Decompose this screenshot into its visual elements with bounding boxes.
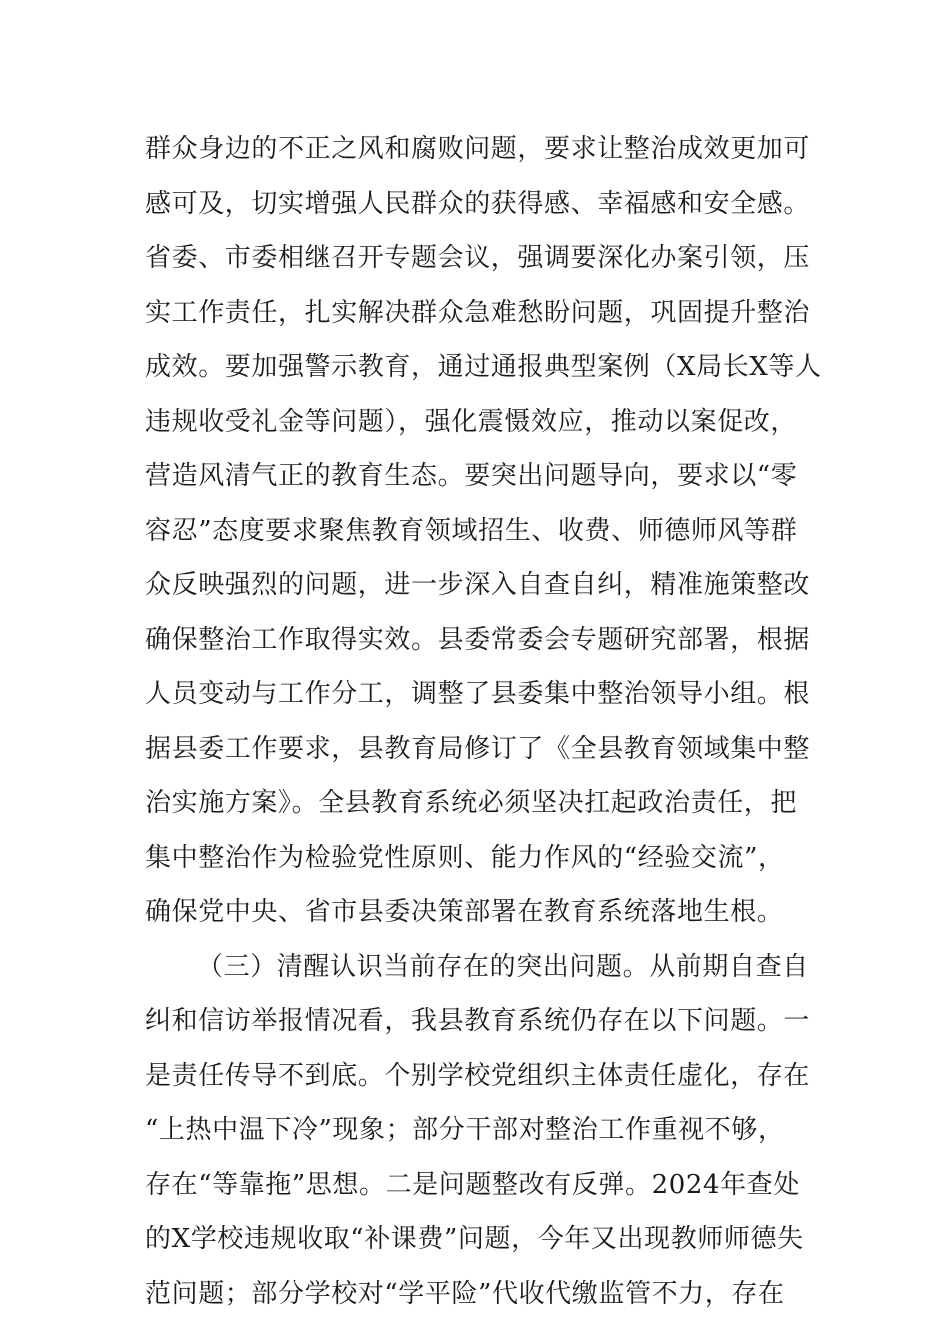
text-line: 成效。要加强警示教育，通过通报典型案例（X局长X等人	[145, 352, 822, 382]
text-line: “上热中温下冷”现象；部分干部对整治工作重视不够，	[145, 1115, 785, 1145]
section-heading-line: （三）清醒认识当前存在的突出问题。从前期自查自	[197, 951, 809, 982]
text-line: 群众身边的不正之风和腐败问题，要求让整治成效更加可	[145, 134, 811, 164]
text-line: 存在“等靠拖”思想。二是问题整改有反弹。2024年查处	[145, 1169, 800, 1200]
text-line: 实工作责任，扎实解决群众急难愁盼问题，巩固提升整治	[145, 297, 811, 328]
text-line: 据县委工作要求，县教育局修订了《全县教育领域集中整	[145, 733, 811, 764]
text-line: 确保整治工作取得实效。县委常委会专题研究部署，根据	[145, 624, 811, 655]
text-line: 众反映强烈的问题，进一步深入自查自纠，精准施策整改	[145, 570, 811, 600]
text-line: 人员变动与工作分工，调整了县委集中整治领导小组。根	[145, 679, 811, 709]
text-line: 纠和信访举报情况看，我县教育系统仍存在以下问题。一	[145, 1006, 811, 1036]
text-line: 是责任传导不到底。个别学校党组织主体责任虚化，存在	[145, 1060, 811, 1091]
text-line: 营造风清气正的教育生态。要突出问题导向，要求以“零	[145, 461, 798, 491]
text-line: 容忍”态度要求聚焦教育领域招生、收费、师德师风等群	[145, 515, 798, 546]
text-line: 治实施方案》。全县教育系统必须坚决扛起政治责任，把	[145, 788, 798, 818]
text-line: 确保党中央、省市县委决策部署在教育系统落地生根。	[145, 897, 784, 927]
body-text	[145, 122, 822, 1321]
text-line: 的X学校违规收取“补课费”问题，今年又出现教师师德失	[145, 1224, 804, 1254]
text-line: 省委、市委相继召开专题会议，强调要深化办案引领，压	[145, 243, 811, 273]
text-line: 感可及，切实增强人民群众的获得感、幸福感和安全感。	[145, 188, 811, 219]
text-line: 违规收受礼金等问题），强化震慑效应，推动以案促改，	[145, 406, 798, 437]
text-line: 集中整治作为检验党性原则、能力作风的“经验交流”，	[145, 842, 785, 873]
text-line: 范问题；部分学校对“学平险”代收代缴监管不力，存在	[145, 1278, 785, 1309]
